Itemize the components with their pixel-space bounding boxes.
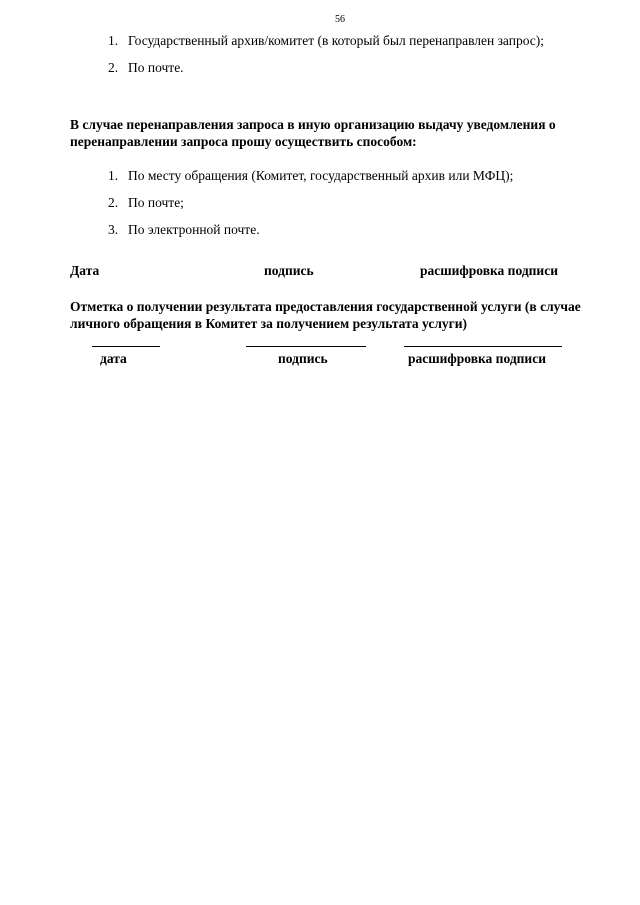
date-blank-line (92, 346, 160, 347)
list-item-number: 3. (108, 222, 119, 237)
list-item (108, 60, 544, 76)
list-item-number: 2. (108, 195, 119, 210)
list-item-text: По месту обращения (Комитет, государственный архив или МФЦ); (128, 168, 514, 183)
receipt-signature-label: подпись (278, 351, 328, 366)
receipt-decoding-label: расшифровка подписи (408, 351, 546, 366)
signature-decoding-label: расшифровка подписи (420, 263, 558, 278)
delivery-methods-list (108, 33, 544, 87)
receipt-date-label: дата (100, 351, 127, 366)
page-number: 56 (335, 14, 345, 25)
list-item (108, 33, 544, 49)
receipt-mark-heading: Отметка о получении результата предоставления государственной услуги (в случае личного обращения в Комитет за получением результата услуги) (70, 299, 581, 331)
list-item (108, 195, 513, 211)
signature-row (70, 263, 580, 281)
signature-label: подпись (264, 263, 314, 278)
redirect-notice-heading: В случае перенаправления запроса в иную организацию выдачу уведомления о перенаправлении запроса прошу осуществить способом: (70, 117, 556, 149)
list-item (108, 168, 513, 184)
list-item-number: 2. (108, 60, 119, 75)
signature-blank-line (246, 346, 366, 347)
list-item-text: По почте; (128, 195, 184, 210)
date-label: Дата (70, 263, 100, 278)
notice-methods-list (108, 168, 513, 249)
list-item-number: 1. (108, 33, 119, 48)
list-item-text: По почте. (128, 60, 184, 75)
list-item-text: По электронной почте. (128, 222, 260, 237)
list-item-text: Государственный архив/комитет (в который был перенаправлен запрос); (128, 33, 545, 48)
decoding-blank-line (404, 346, 562, 347)
list-item-number: 1. (108, 168, 119, 183)
list-item (108, 222, 513, 238)
